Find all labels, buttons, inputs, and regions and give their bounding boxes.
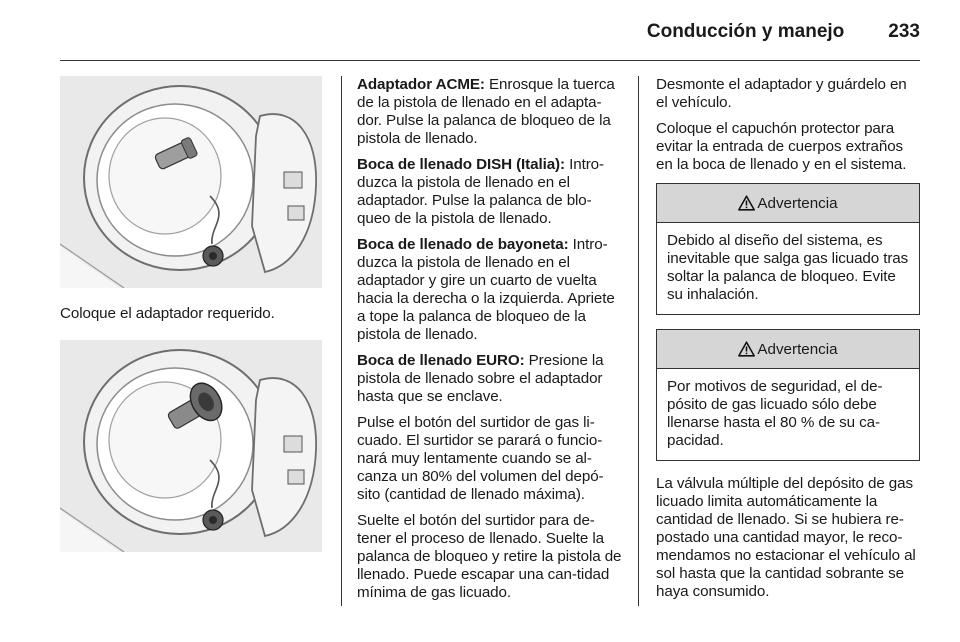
- fuel-filler-adapter-illustration-1: [60, 76, 322, 288]
- paragraph-release-button: Suelte el botón del surtidor para de-tener el proceso de llenado. Suelte la palanca de bloqueo y retire la pistola de llenado. Puede escapar una can-tidad mínima de gas licuado.: [357, 512, 622, 601]
- paragraph-bayonet-filler: Boca de llenado de bayoneta: Intro-duzca la pistola de llenado en el adaptador y gire un cuarto de vuelta hacia la derecha o la izquierda. Apriete a tope la palanca de bloqueo de la pistola de llenado.: [357, 236, 615, 343]
- column-1: [60, 76, 322, 552]
- section-title: Conducción y manejo: [646, 21, 845, 42]
- header-rule: [60, 60, 920, 61]
- warning-title-1: Advertencia: [757, 194, 838, 212]
- fuel-door-illustration-1: [60, 76, 322, 288]
- paragraph-euro-filler: Boca de llenado EURO: Presione la pistola de llenado sobre el adaptador hasta que se enclave.: [357, 352, 604, 405]
- paragraph-protective-cap: Coloque el capuchón protector para evitar la entrada de cuerpos extraños en la boca de llenado y en el sistema.: [656, 120, 907, 173]
- warning-box-1: [656, 183, 920, 315]
- column-2: [357, 76, 623, 610]
- lead-dish-filler: Boca de llenado DISH (Italia):: [357, 156, 565, 173]
- fuel-filler-adapter-illustration-2: [60, 340, 322, 552]
- lead-acme-adapter: Adaptador ACME:: [357, 76, 485, 93]
- page-number: 233: [888, 21, 920, 42]
- paragraph-multivalve: La válvula múltiple del depósito de gas licuado limita automáticamente la cantidad de llenado. Si se hubiera re-postado una cantidad mayor, le reco-mendamos no estacionar el vehículo al sol hasta que la cantidad sobrante se haya consumido.: [656, 475, 916, 600]
- paragraph-acme-adapter: Adaptador ACME: Enrosque la tuerca de la pistola de llenado en el adapta-dor. Pulse la palanca de bloqueo de la pistola de llenado.: [357, 76, 615, 147]
- column-3: [656, 76, 920, 609]
- paragraph-dish-filler: Boca de llenado DISH (Italia): Intro-duzca la pistola de llenado en el adaptador. Pulse la palanca de blo-queo de la pistola de llenado.: [357, 156, 604, 227]
- fuel-door-illustration-2: [60, 340, 322, 552]
- page-header: [60, 16, 920, 48]
- warning-body-1: [657, 223, 919, 314]
- warning-text-1: Debido al diseño del sistema, es inevitable que salga gas licuado tras soltar la palanca de bloqueo. Evite su inhalación.: [667, 232, 909, 303]
- warning-text-2: Por motivos de seguridad, el de-pósito de gas licuado sólo debe llenarse hasta el 80 % de su ca-pacidad.: [667, 378, 883, 449]
- warning-header-1: [657, 184, 919, 223]
- figure-caption: Coloque el adaptador requerido.: [60, 305, 275, 322]
- lead-bayonet-filler: Boca de llenado de bayoneta:: [357, 236, 569, 253]
- column-divider-1: [341, 76, 342, 606]
- warning-box-2: [656, 329, 920, 461]
- column-divider-2: [638, 76, 639, 606]
- warning-triangle-icon: [738, 341, 755, 357]
- paragraph-pump-button: Pulse el botón del surtidor de gas li-cuado. El surtidor se parará o funcio-nará muy lentamente cuando se al-canza un 80% del volumen del depó-sito (cantidad de llenado máxima).: [357, 414, 604, 503]
- warning-header-2: [657, 330, 919, 369]
- warning-triangle-icon: [738, 195, 755, 211]
- lead-euro-filler: Boca de llenado EURO:: [357, 352, 525, 369]
- warning-body-2: [657, 369, 919, 460]
- paragraph-remove-adapter: Desmonte el adaptador y guárdelo en el vehículo.: [656, 76, 907, 111]
- warning-title-2: Advertencia: [757, 340, 838, 358]
